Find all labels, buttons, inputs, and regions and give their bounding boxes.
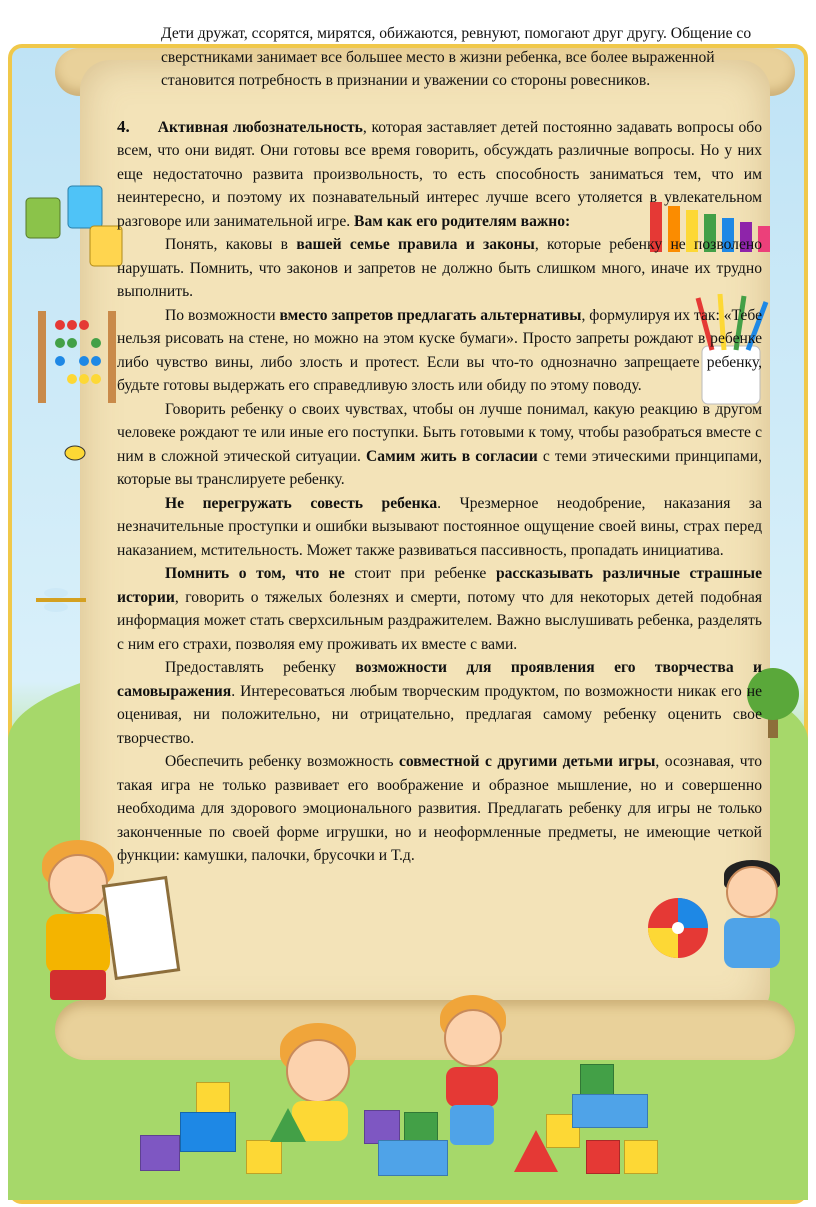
section-number: 4. xyxy=(117,116,130,136)
advice-paragraph: Не перегружать совесть ребенка. Чрезмерное неодобрение, наказания за незначительные проступки и ошибки вызывают постоянное ощущение своей вины, страх перед наказанием, мстительность. Может также развиваться пассивность, пропадать инициатива. xyxy=(117,494,762,559)
advice-paragraph: Предоставлять ребенку возможности для проявления его творчества и самовыражения. Интересоваться любым творческим продуктом, по возможности никак его не оценивая, ни положительно, ни отрицательно, предлагая самому ребенку оценить свое творчество. xyxy=(117,659,762,747)
toy-block xyxy=(624,1140,658,1174)
abacus-icon xyxy=(30,305,125,410)
toy-block xyxy=(180,1112,236,1152)
advice-paragraph: Говорить ребенку о своих чувствах, чтобы он лучше понимал, какую реакцию в другом человеке рождают те или иные его поступки. Быть готовыми к тому, чтобы разобраться вместе с ним в сложной этической ситуации. Самим жить в согласии с теми этическими принципами, которые вы транслируете ребенку. xyxy=(117,400,762,488)
section-4-paragraph: 4. Активная любознательность, которая заставляет детей постоянно задавать вопросы обо всем, что они видят. Они готовы все время говорить, обсуждать различные вопросы. Но у них еще недостаточно развита произвольность, то есть способность заниматься тем, что им неинтересно, и поэтому их познавательный интерес лучше всего утоляется в увлекательном разговоре или занимательной игре. Вам как его родителям важно: xyxy=(117,116,763,230)
toy-block xyxy=(572,1094,648,1128)
toy-block xyxy=(364,1110,400,1144)
bee-icon xyxy=(60,440,90,462)
beach-ball-icon xyxy=(646,896,710,960)
section-title: Активная любознательность xyxy=(157,118,363,136)
paint-buckets-icon xyxy=(18,178,128,278)
important-note: Вам как его родителям важно: xyxy=(354,212,571,230)
toy-block xyxy=(586,1140,620,1174)
advice-paragraph: По возможности вместо запретов предлагать альтернативы, формулируя их так: «Тебе нельзя рисовать на стене, но можно на этом куске бумаги». Просто запреты рождают в ребенке либо чувство вины, либо злость и протест. Если вы что-то однозначно запрещаете ребенку, будьте готовы выдержать его справедливую злость или обиду по этому поводу. xyxy=(117,306,762,394)
advice-paragraph: Обеспечить ребенку возможность совместной с другими детьми игры, осознавая, что такая игра не только развивает его воображение и образное мышление, но и совершенно необходима для здорового эмоционального развития. Предлагать ребенку для игры не только законченные по своей форме игрушки, но и неоформленные предметы, не имеющие четкой функции: камушки, палочки, брусочки и Т.д. xyxy=(117,753,762,864)
toy-block xyxy=(378,1140,448,1176)
toy-block xyxy=(140,1135,180,1171)
article-text xyxy=(117,22,762,868)
advice-paragraph: Помнить о том, что не стоит при ребенке рассказывать различные страшные истории, говорить о тяжелых болезнях и смерти, потому что для некоторых детей подобная информация может стать сверхсильным раздражителем. Важно выслушивать ребенка, разделять с ним его страхи, позволяя ему проживать их вместе с вами. xyxy=(117,565,763,653)
toy-block xyxy=(196,1082,230,1116)
child-jumping-figure xyxy=(706,860,796,1010)
dragonfly-icon xyxy=(30,585,90,615)
toy-block xyxy=(580,1064,614,1096)
advice-paragraph: Понять, каковы в вашей семье правила и законы, которые ребенку не позволено нарушать. Помнить, что законов и запретов не должно быть слишком много, иначе их трудно выполнить. xyxy=(117,236,763,300)
toy-block xyxy=(246,1140,282,1174)
toy-pyramid xyxy=(270,1108,306,1142)
intro-paragraph: Дети дружат, ссорятся, мирятся, обижаются, ревнуют, помогают друг другу. Общение со сверстниками занимает все большее место в жизни ребенка, все более выраженной становится потребность в признании и уважении со стороны ровесников. xyxy=(161,25,752,89)
